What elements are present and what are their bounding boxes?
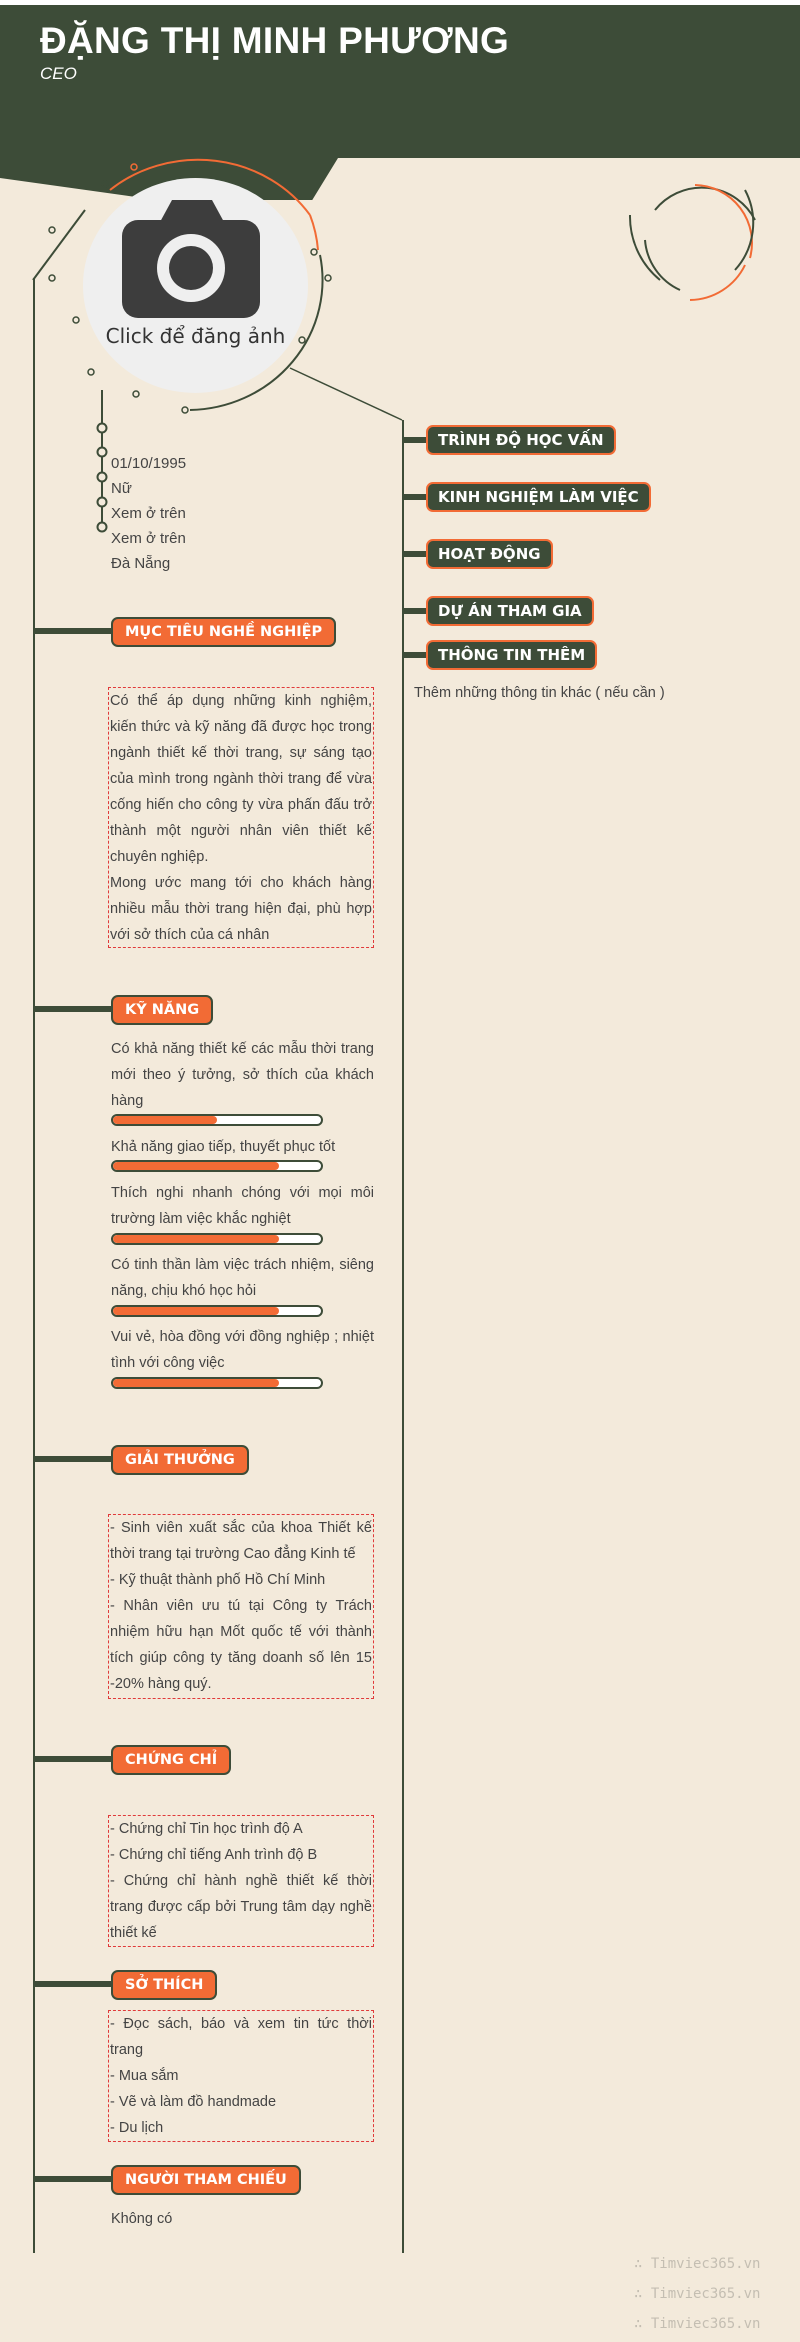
camera-icon[interactable] (122, 198, 260, 318)
skill-text: Thích nghi nhanh chóng với mọi môi trường làm việc khắc nghiệt (111, 1185, 374, 1227)
candidate-role: CEO (40, 64, 77, 83)
award-item: - Kỹ thuật thành phố Hồ Chí Minh (110, 1572, 326, 1588)
section-connector (33, 1456, 113, 1462)
phone: Xem ở trên (111, 505, 186, 522)
awards-box[interactable] (108, 1514, 374, 1699)
skill-level-fill (113, 1162, 279, 1170)
section-connector (33, 628, 113, 634)
skill-text: Có khả năng thiết kế các mẫu thời trang mới theo ý tưởng, sở thích của khách hàng (111, 1041, 374, 1109)
section-connector (33, 2176, 113, 2182)
section-title-education: TRÌNH ĐỘ HỌC VẤN (426, 425, 616, 455)
skill-level-bar (111, 1305, 323, 1317)
section-title-awards: GIẢI THƯỞNG (111, 1445, 249, 1475)
watermark: ∴ Timviec365.vn (634, 2286, 761, 2302)
section-title-experience: KINH NGHIỆM LÀM VIỆC (426, 482, 651, 512)
section-connector (33, 1006, 113, 1012)
gender: Nữ (111, 480, 132, 497)
skill-text: Có tinh thần làm việc trách nhiệm, siêng năng, chịu khó học hỏi (111, 1257, 374, 1299)
section-title-projects: DỰ ÁN THAM GIA (426, 596, 594, 626)
section-title-certificates: CHỨNG CHỈ (111, 1745, 231, 1775)
upload-photo-label[interactable]: Click để đăng ảnh (105, 324, 286, 348)
section-title-references: NGƯỜI THAM CHIẾU (111, 2165, 301, 2195)
certificate-item: - Chứng chỉ Tin học trình độ A (110, 1821, 303, 1837)
section-title-more-info: THÔNG TIN THÊM (426, 640, 597, 670)
skill-level-bar (111, 1233, 323, 1245)
award-item: - Sinh viên xuất sắc của khoa Thiết kế thời trang tại trường Cao đẳng Kinh tế (110, 1520, 372, 1562)
hobby-item: - Vẽ và làm đồ handmade (110, 2094, 277, 2110)
watermark: ∴ Timviec365.vn (634, 2256, 761, 2272)
section-connector (33, 1981, 113, 1987)
section-title-skills: KỸ NĂNG (111, 995, 213, 1025)
hobby-item: - Mua sắm (110, 2068, 179, 2084)
candidate-name: ĐẶNG THỊ MINH PHƯƠNG (40, 20, 510, 61)
skill-level-bar (111, 1114, 323, 1126)
email: Xem ở trên (111, 530, 186, 547)
skill-level-bar (111, 1160, 323, 1172)
career-goal-text: Có thể áp dụng những kinh nghiệm, kiến thức và kỹ năng đã được học trong ngành thiết kế thời trang, sự sáng tạo của mình trong ngành thời trang để vừa cống hiến cho công ty vừa phấn đấu trở thành một người nhân viên thiết kế chuyên nghiệp. (110, 693, 372, 865)
timeline-line-right (402, 420, 404, 2253)
skill-text: Vui vẻ, hòa đồng với đồng nghiệp ; nhiệt tình với công việc (111, 1329, 374, 1371)
skill-level-fill (113, 1235, 279, 1243)
section-title-hobbies: SỞ THÍCH (111, 1970, 217, 2000)
career-goal-box[interactable] (108, 687, 374, 948)
skill-level-fill (113, 1379, 279, 1387)
timeline-line-left (33, 278, 35, 2253)
career-goal-text-2: Mong ước mang tới cho khách hàng nhiều mẫu thời trang hiện đại, phù hợp với sở thích của cá nhân (110, 875, 372, 943)
hobby-item: - Đọc sách, báo và xem tin tức thời trang (110, 2016, 372, 2058)
address: Đà Nẵng (111, 555, 171, 572)
award-item: - Nhân viên ưu tú tại Công ty Trách nhiệm hữu hạn Mốt quốc tế với thành tích giúp công ty tăng doanh số lên 15 -20% hàng quý. (110, 1598, 372, 1692)
section-connector (33, 1756, 113, 1762)
section-title-career-goal: MỤC TIÊU NGHỀ NGHIỆP (111, 617, 336, 647)
skill-level-bar (111, 1377, 323, 1389)
certificates-box[interactable] (108, 1815, 374, 1947)
certificate-item: - Chứng chỉ hành nghề thiết kế thời trang được cấp bởi Trung tâm dạy nghề thiết kế (110, 1873, 372, 1941)
more-info-text[interactable]: Thêm những thông tin khác ( nếu cần ) (414, 685, 665, 701)
skill-level-fill (113, 1307, 279, 1315)
watermark: ∴ Timviec365.vn (634, 2316, 761, 2332)
section-title-activities: HOẠT ĐỘNG (426, 539, 553, 569)
certificate-item: - Chứng chỉ tiếng Anh trình độ B (110, 1847, 318, 1863)
references-text: Không có (111, 2211, 173, 2227)
hobby-item: - Du lịch (110, 2120, 164, 2136)
birth-date: 01/10/1995 (111, 455, 187, 472)
hobbies-box[interactable] (108, 2010, 374, 2142)
skill-level-fill (113, 1116, 217, 1124)
skill-text: Khả năng giao tiếp, thuyết phục tốt (111, 1139, 336, 1155)
